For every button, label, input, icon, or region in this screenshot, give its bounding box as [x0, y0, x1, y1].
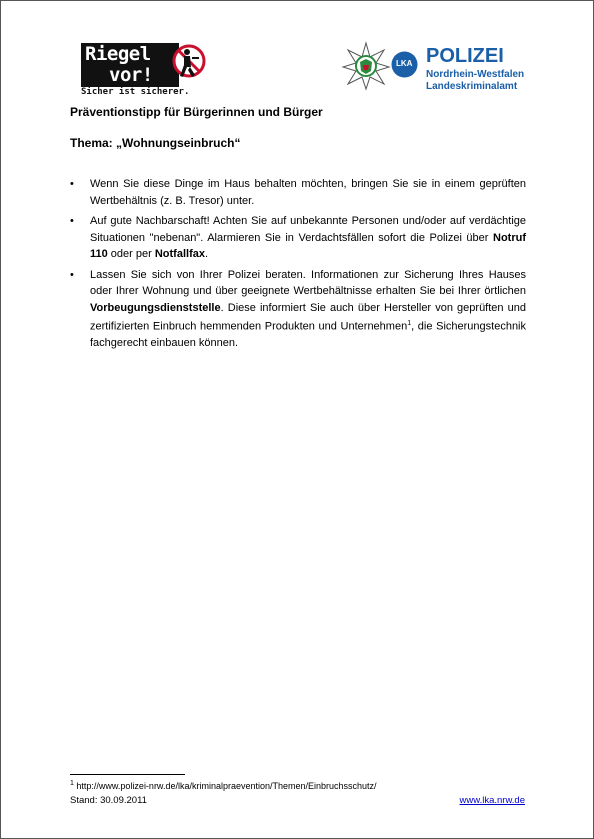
footer-date: Stand: 30.09.2011: [70, 795, 147, 806]
riegel-vor-logo: [81, 43, 206, 99]
riegel-logo-line2: vor!: [109, 64, 153, 86]
polizei-title: POLIZEI: [426, 45, 504, 67]
footer-link[interactable]: www.lka.nrw.de: [459, 795, 525, 806]
tip-3-text: Lassen Sie sich von Ihrer Polizei beraten. Informationen zur Sicherung Ihres Hauses oder Ihrer Wohnung und über geeignete Wertbehältnisse erhalten Sie bei Ihrer örtlichen: [90, 268, 526, 297]
topic-heading: Thema: „Wohnungseinbruch“: [70, 136, 241, 150]
lka-badge-text: LKA: [396, 59, 413, 68]
emergency-number: Notruf 110: [90, 231, 526, 260]
riegel-logo-line1: Riegel: [85, 43, 151, 65]
polizei-subtitle-region: Nordrhein-Westfalen: [426, 69, 525, 80]
tip-2-text-mid: oder per: [107, 248, 155, 260]
page-heading: Präventionstipp für Bürgerinnen und Bürger: [70, 105, 323, 119]
riegel-logo-tagline: Sicher ist sicherer.: [81, 87, 190, 97]
police-star-icon: [341, 41, 391, 91]
footnote-divider: [70, 774, 185, 775]
polizei-subtitle-agency: Landeskriminalamt: [426, 81, 518, 92]
prevention-office: Vorbeugungsdienststelle: [90, 301, 221, 314]
tip-3-text-end: , die Sicherungstechnik fachgerecht einbauen können.: [90, 320, 527, 350]
footnote-url[interactable]: http://www.polizei-nrw.de/lka/kriminalpraevention/Themen/Einbruchsschutz/: [73, 781, 377, 791]
footnote: [70, 780, 377, 791]
footnote-ref[interactable]: 1: [407, 320, 412, 327]
tips-list: [70, 176, 526, 356]
tip-3-text-mid: . Diese informiert Sie auch über Hersteller von geprüften und zertifizierten Einbruch hemmenden Produkten und Unternehmen: [90, 301, 526, 333]
footnote-mark: 1: [70, 780, 74, 787]
riegel-vor-logo-text: [85, 44, 153, 86]
list-item: [70, 176, 526, 209]
tip-2-text-end: .: [204, 248, 209, 260]
lka-badge: [391, 51, 418, 78]
list-item: [70, 267, 526, 352]
tip-1-text: Wenn Sie diese Dinge im Haus behalten möchten, bringen Sie sie in einem geprüften Wertbehältnis (z. B. Tresor) unter.: [90, 178, 526, 207]
no-burglar-icon: [171, 43, 207, 85]
emergency-fax: Notfallfax: [154, 248, 205, 260]
riegel-vor-logo-box: [81, 43, 179, 87]
tip-2-text: Auf gute Nachbarschaft! Achten Sie auf unbekannte Personen und/oder auf verdächtige Situationen "nebenan". Alarmieren Sie in Verdachtsfällen sofort die Polizei über: [90, 215, 526, 244]
list-item: [70, 213, 526, 263]
